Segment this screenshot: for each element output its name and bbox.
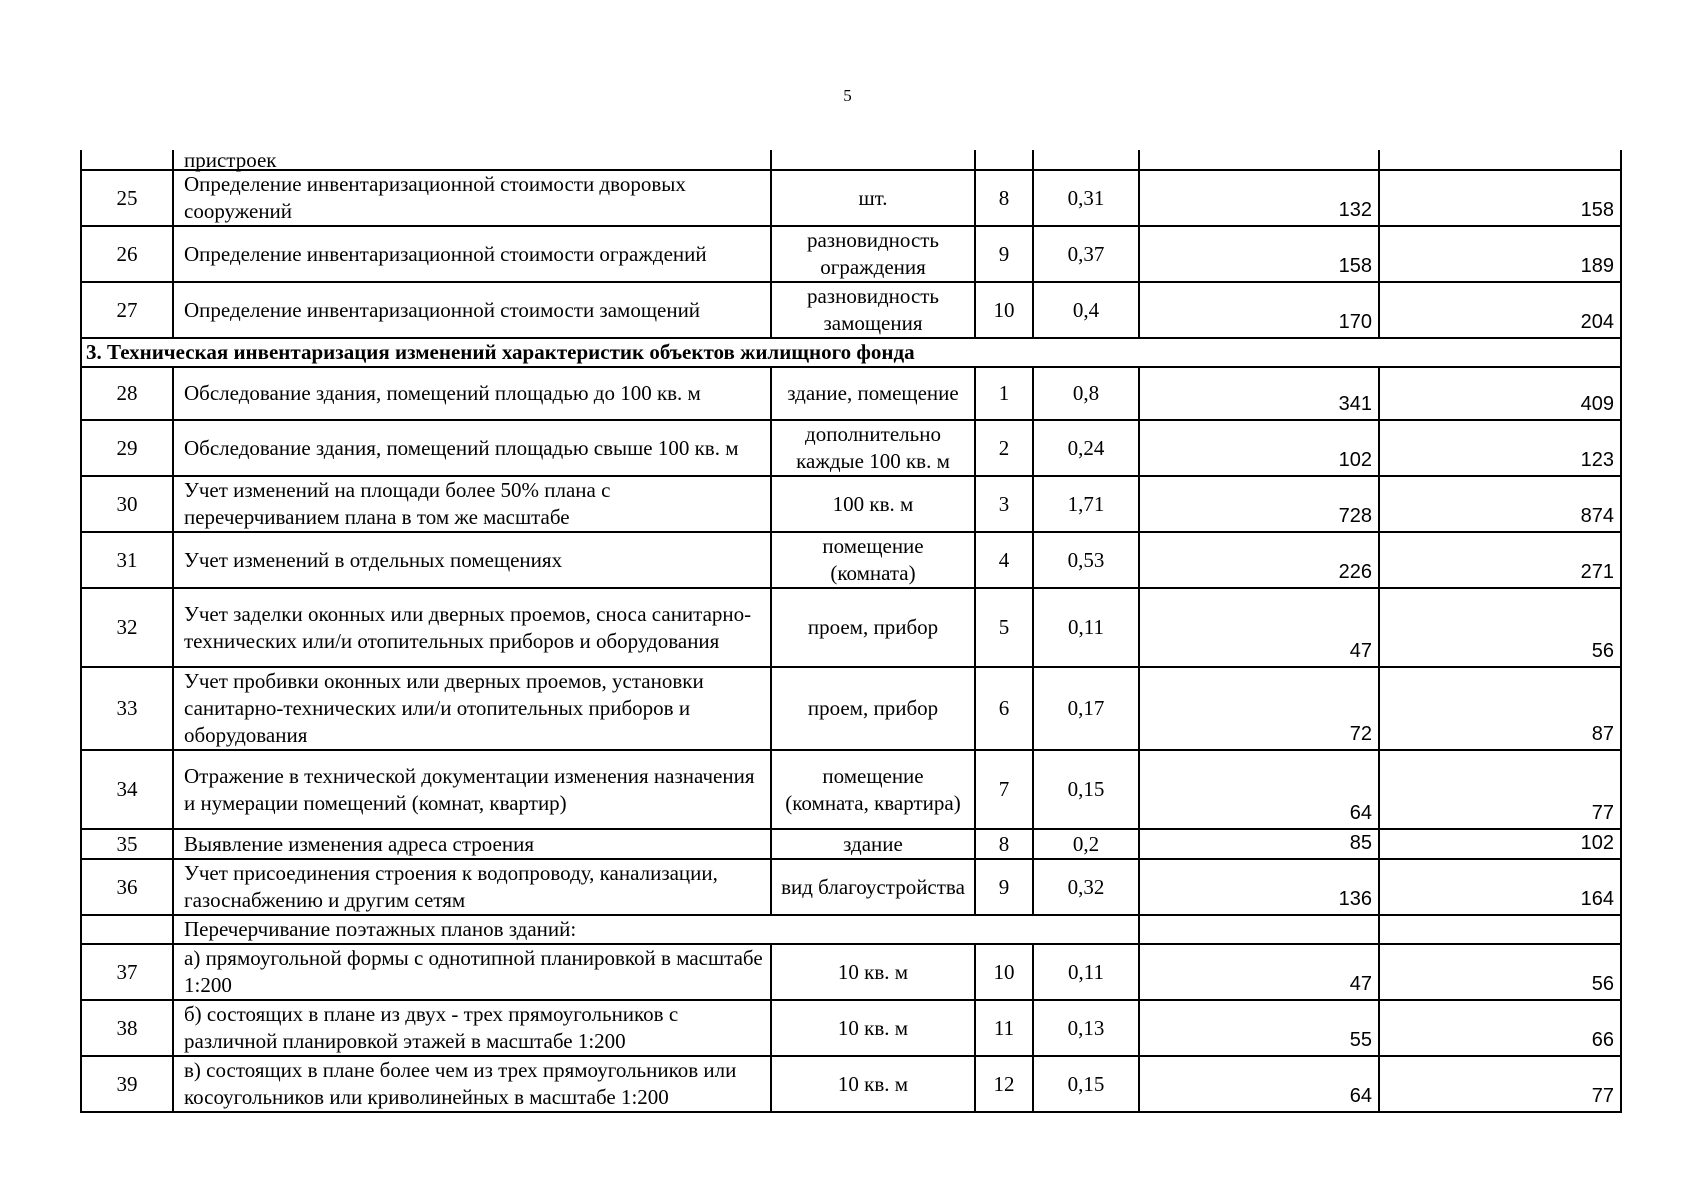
- unit-of-measure: здание: [771, 829, 975, 859]
- service-name: Обследование здания, помещений площадью свыше 100 кв. м: [173, 420, 771, 476]
- service-name: Выявление изменения адреса строения: [173, 829, 771, 859]
- price-without-vat: 64: [1139, 750, 1379, 829]
- unit-of-measure: помещение (комната, квартира): [771, 750, 975, 829]
- table-row: [81, 476, 1621, 532]
- unit-of-measure: проем, прибор: [771, 588, 975, 667]
- service-name: Учет изменений на площади более 50% плана с перечерчиванием плана в том же масштабе: [173, 476, 771, 532]
- item-code: 1: [975, 367, 1033, 420]
- unit-of-measure: 10 кв. м: [771, 944, 975, 1000]
- table-row: [81, 588, 1621, 667]
- row-number: 39: [81, 1056, 173, 1112]
- price-with-vat: 271: [1379, 532, 1621, 588]
- row-number: 35: [81, 829, 173, 859]
- table-row: [81, 282, 1621, 338]
- price-with-vat: 56: [1379, 588, 1621, 667]
- price-without-vat: 132: [1139, 170, 1379, 226]
- price-with-vat: 409: [1379, 367, 1621, 420]
- table-row: [81, 667, 1621, 750]
- page-number: 5: [843, 86, 852, 105]
- price-without-vat: 47: [1139, 944, 1379, 1000]
- item-code: 3: [975, 476, 1033, 532]
- price-with-vat: 102: [1379, 829, 1621, 859]
- item-code: 4: [975, 532, 1033, 588]
- table-row: [81, 226, 1621, 282]
- item-code: 8: [975, 170, 1033, 226]
- empty-cell: [1379, 150, 1621, 170]
- price-with-vat: 87: [1379, 667, 1621, 750]
- unit-of-measure: вид благоустройства: [771, 859, 975, 915]
- coefficient: 0,37: [1033, 226, 1139, 282]
- table-row: [81, 420, 1621, 476]
- row-number: 25: [81, 170, 173, 226]
- coefficient: 1,71: [1033, 476, 1139, 532]
- coefficient: 0,8: [1033, 367, 1139, 420]
- service-name: пристроек: [173, 150, 771, 170]
- row-number: 36: [81, 859, 173, 915]
- table-row: [81, 859, 1621, 915]
- group-label-row: [81, 915, 1621, 944]
- service-name: Определение инвентаризационной стоимости дворовых сооружений: [173, 170, 771, 226]
- coefficient: 0,2: [1033, 829, 1139, 859]
- price-with-vat: 874: [1379, 476, 1621, 532]
- empty-cell: [771, 150, 975, 170]
- empty-cell: [1139, 915, 1379, 944]
- row-number: 26: [81, 226, 173, 282]
- price-without-vat: 226: [1139, 532, 1379, 588]
- unit-of-measure: помещение (комната): [771, 532, 975, 588]
- item-code: 10: [975, 944, 1033, 1000]
- service-name: б) состоящих в плане из двух - трех прямоугольников с различной планировкой этажей в масштабе 1:200: [173, 1000, 771, 1056]
- price-without-vat: 158: [1139, 226, 1379, 282]
- coefficient: 0,13: [1033, 1000, 1139, 1056]
- service-name: Учет присоединения строения к водопроводу, канализации, газоснабжению и другим сетям: [173, 859, 771, 915]
- unit-of-measure: разновидность замощения: [771, 282, 975, 338]
- price-with-vat: 158: [1379, 170, 1621, 226]
- item-code: 9: [975, 226, 1033, 282]
- item-code: 9: [975, 859, 1033, 915]
- row-number: [81, 150, 173, 170]
- empty-cell: [1139, 150, 1379, 170]
- price-with-vat: 164: [1379, 859, 1621, 915]
- price-without-vat: 170: [1139, 282, 1379, 338]
- unit-of-measure: 10 кв. м: [771, 1056, 975, 1112]
- item-code: 8: [975, 829, 1033, 859]
- coefficient: 0,4: [1033, 282, 1139, 338]
- price-without-vat: 102: [1139, 420, 1379, 476]
- item-code: 7: [975, 750, 1033, 829]
- empty-cell: [1033, 150, 1139, 170]
- table-row: [81, 532, 1621, 588]
- section-header-row: [81, 338, 1621, 367]
- row-number: 34: [81, 750, 173, 829]
- row-number: [81, 915, 173, 944]
- service-name: Определение инвентаризационной стоимости замощений: [173, 282, 771, 338]
- coefficient: 0,24: [1033, 420, 1139, 476]
- row-number: 27: [81, 282, 173, 338]
- table-row: [81, 944, 1621, 1000]
- table-row: [81, 170, 1621, 226]
- table-row: [81, 367, 1621, 420]
- row-number: 37: [81, 944, 173, 1000]
- section-title: 3. Техническая инвентаризация изменений характеристик объектов жилищного фонда: [81, 338, 1621, 367]
- price-without-vat: 341: [1139, 367, 1379, 420]
- price-table: [80, 150, 1622, 1113]
- row-number: 29: [81, 420, 173, 476]
- service-name: Учет пробивки оконных или дверных проемов, установки санитарно-технических или/и отопительных приборов и оборудования: [173, 667, 771, 750]
- coefficient: 0,53: [1033, 532, 1139, 588]
- item-code: 11: [975, 1000, 1033, 1056]
- item-code: 10: [975, 282, 1033, 338]
- row-number: 32: [81, 588, 173, 667]
- empty-cell: [1379, 915, 1621, 944]
- price-with-vat: 204: [1379, 282, 1621, 338]
- table-row-continuation: [81, 150, 1621, 170]
- row-number: 28: [81, 367, 173, 420]
- service-name: Отражение в технической документации изменения назначения и нумерации помещений (комнат, квартир): [173, 750, 771, 829]
- table-row: [81, 1000, 1621, 1056]
- service-name: Учет изменений в отдельных помещениях: [173, 532, 771, 588]
- price-with-vat: 77: [1379, 750, 1621, 829]
- unit-of-measure: здание, помещение: [771, 367, 975, 420]
- price-without-vat: 72: [1139, 667, 1379, 750]
- service-name: Определение инвентаризационной стоимости ограждений: [173, 226, 771, 282]
- group-label: Перечерчивание поэтажных планов зданий:: [173, 915, 1139, 944]
- price-with-vat: 77: [1379, 1056, 1621, 1112]
- service-name: Учет заделки оконных или дверных проемов, сноса санитарно-технических или/и отопительных приборов и оборудования: [173, 588, 771, 667]
- row-number: 31: [81, 532, 173, 588]
- price-without-vat: 728: [1139, 476, 1379, 532]
- service-name: Обследование здания, помещений площадью до 100 кв. м: [173, 367, 771, 420]
- price-with-vat: 123: [1379, 420, 1621, 476]
- price-without-vat: 55: [1139, 1000, 1379, 1056]
- unit-of-measure: 10 кв. м: [771, 1000, 975, 1056]
- price-without-vat: 136: [1139, 859, 1379, 915]
- price-with-vat: 56: [1379, 944, 1621, 1000]
- coefficient: 0,15: [1033, 750, 1139, 829]
- unit-of-measure: 100 кв. м: [771, 476, 975, 532]
- table-row: [81, 750, 1621, 829]
- coefficient: 0,31: [1033, 170, 1139, 226]
- coefficient: 0,17: [1033, 667, 1139, 750]
- table-row: [81, 829, 1621, 859]
- price-with-vat: 66: [1379, 1000, 1621, 1056]
- coefficient: 0,11: [1033, 944, 1139, 1000]
- price-without-vat: 47: [1139, 588, 1379, 667]
- price-with-vat: 189: [1379, 226, 1621, 282]
- item-code: 6: [975, 667, 1033, 750]
- empty-cell: [975, 150, 1033, 170]
- price-without-vat: 64: [1139, 1056, 1379, 1112]
- row-number: 33: [81, 667, 173, 750]
- coefficient: 0,11: [1033, 588, 1139, 667]
- item-code: 2: [975, 420, 1033, 476]
- coefficient: 0,32: [1033, 859, 1139, 915]
- item-code: 12: [975, 1056, 1033, 1112]
- table-row: [81, 1056, 1621, 1112]
- unit-of-measure: шт.: [771, 170, 975, 226]
- price-without-vat: 85: [1139, 829, 1379, 859]
- item-code: 5: [975, 588, 1033, 667]
- row-number: 38: [81, 1000, 173, 1056]
- unit-of-measure: дополнительно каждые 100 кв. м: [771, 420, 975, 476]
- unit-of-measure: проем, прибор: [771, 667, 975, 750]
- row-number: 30: [81, 476, 173, 532]
- service-name: в) состоящих в плане более чем из трех прямоугольников или косоугольников или криволинейных в масштабе 1:200: [173, 1056, 771, 1112]
- service-name: а) прямоугольной формы с однотипной планировкой в масштабе 1:200: [173, 944, 771, 1000]
- unit-of-measure: разновидность ограждения: [771, 226, 975, 282]
- coefficient: 0,15: [1033, 1056, 1139, 1112]
